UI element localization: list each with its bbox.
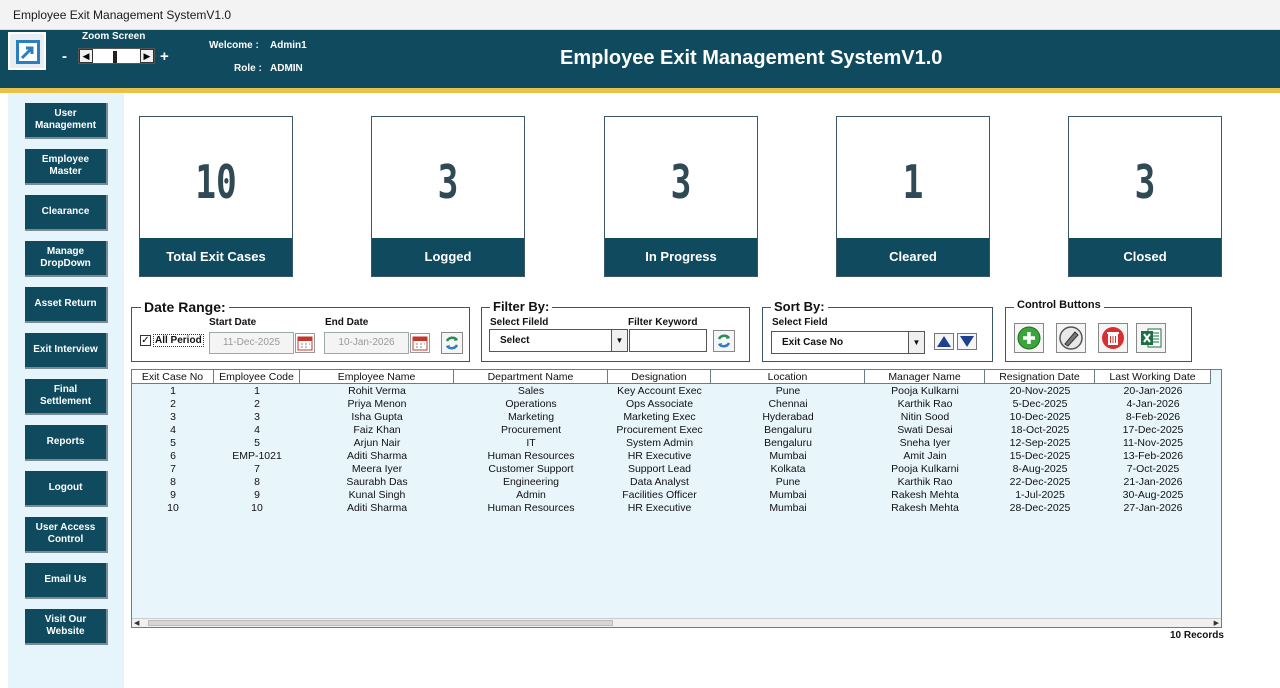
table-cell: Operations [505,398,557,410]
table-cell: Key Account Exec [617,385,702,397]
table-cell: 2 [170,398,176,410]
zoom-left-arrow-icon[interactable]: ◀ [79,49,93,63]
welcome-label: Welcome : [209,40,259,51]
table-row[interactable] [132,385,1211,398]
table-cell: Facilities Officer [622,489,697,501]
table-cell: Customer Support [488,463,574,475]
table-cell: 17-Dec-2025 [1122,424,1184,436]
table-row[interactable] [132,437,1211,450]
zoom-in-button[interactable]: + [160,48,169,65]
table-cell: Human Resources [487,502,575,514]
scroll-left-icon[interactable]: ◀ [134,620,140,627]
zoom-label: Zoom Screen [82,31,146,42]
table-row[interactable] [132,476,1211,489]
table-cell: 5 [254,437,260,449]
table-cell: 10 [251,502,263,514]
zoom-out-button[interactable]: - [62,48,67,65]
column-header[interactable]: Exit Case No [132,370,214,384]
table-row[interactable] [132,398,1211,411]
kpi-value: 3 [437,155,459,209]
table-cell: 4-Jan-2026 [1126,398,1180,410]
table-cell: 20-Nov-2025 [1009,385,1071,397]
role-label: Role : [234,63,262,74]
sidebar-item-exit-interview[interactable]: Exit Interview [25,333,108,369]
zoom-right-arrow-icon[interactable]: ▶ [140,49,154,63]
sidebar-item-asset-return[interactable]: Asset Return [25,287,108,323]
column-header[interactable]: Last Working Date [1095,370,1211,384]
table-cell: 9 [170,489,176,501]
table-cell: 21-Jan-2026 [1123,476,1183,488]
sidebar-item-user-management[interactable]: User Management [25,103,108,139]
table-cell: 22-Dec-2025 [1009,476,1071,488]
app-logo-icon [8,32,46,70]
header-stripe [0,88,1280,93]
export-excel-button[interactable] [1136,323,1166,353]
table-cell: Chennai [768,398,808,410]
delete-button[interactable] [1098,323,1128,353]
table-cell: 5 [170,437,176,449]
sidebar-item-clearance[interactable]: Clearance [25,195,108,231]
table-cell: Amit Jain [903,450,947,462]
filter-keyword-label: Filter Keyword [628,317,698,328]
table-cell: 8 [254,476,260,488]
table-cell: HR Executive [627,502,692,514]
table-cell: Karthik Rao [897,476,953,488]
table-cell: 10 [167,502,179,514]
date-range-title: Date Range: [141,299,229,315]
kpi-value: 10 [195,155,237,209]
table-cell: 4 [254,424,260,436]
table-cell: 5-Dec-2025 [1012,398,1068,410]
table-cell: Mumbai [769,489,807,501]
table-cell: Procurement [500,424,562,436]
sidebar-item-user-access-control[interactable]: User Access Control [25,517,108,553]
table-cell: Bengaluru [764,424,812,436]
control-buttons-title: Control Buttons [1014,299,1104,311]
sort-title: Sort By: [771,299,828,314]
filter-field-value: Select [500,335,530,346]
table-cell: 18-Oct-2025 [1010,424,1070,436]
table-cell: Karthik Rao [897,398,953,410]
sidebar-item-manage-dropdown[interactable]: Manage DropDown [25,241,108,277]
table-row[interactable] [132,463,1211,476]
window-title-bar [0,0,1280,30]
table-cell: Aditi Sharma [346,450,408,462]
table-cell: 1 [254,385,260,397]
sidebar-item-reports[interactable]: Reports [25,425,108,461]
table-cell: Procurement Exec [616,424,703,436]
sidebar-item-employee-master[interactable]: Employee Master [25,149,108,185]
table-cell: 20-Jan-2026 [1123,385,1183,397]
table-cell: System Admin [625,437,694,449]
start-date-field[interactable]: 11-Dec-2025 [209,332,294,354]
table-cell: Faiz Khan [353,424,401,436]
column-header[interactable]: Manager Name [865,370,985,384]
end-calendar-icon[interactable] [410,333,430,353]
horizontal-scrollbar[interactable] [132,618,1221,627]
kpi-value: 3 [1134,155,1156,209]
welcome-user: Admin1 [270,40,307,51]
table-cell: EMP-1021 [232,450,282,462]
table-cell: Bengaluru [764,437,812,449]
table-cell: 8-Feb-2026 [1125,411,1181,423]
table-cell: 1 [170,385,176,397]
table-cell: Swati Desai [897,424,953,436]
table-row[interactable] [132,489,1211,502]
role-value: ADMIN [270,63,303,74]
end-date-field[interactable]: 10-Jan-2026 [324,332,409,354]
table-cell: Sneha Iyer [899,437,951,449]
add-icon [1015,324,1043,352]
table-cell: Rakesh Mehta [891,489,959,501]
table-cell: Pune [775,385,801,397]
sidebar-item-logout[interactable]: Logout [25,471,108,507]
table-cell: Pooja Kulkarni [891,385,959,397]
table-cell: 15-Dec-2025 [1009,450,1071,462]
delete-icon [1099,324,1127,352]
chevron-down-icon[interactable]: ▼ [611,330,627,351]
kpi-card-in-progress [604,116,758,277]
table-row[interactable] [132,424,1211,437]
table-cell: 11-Nov-2025 [1123,437,1183,449]
table-row[interactable] [132,450,1211,463]
column-header[interactable]: Employee Name [300,370,454,384]
column-header[interactable]: Department Name [454,370,608,384]
table-cell: Rohit Verma [348,385,406,397]
sidebar-item-final-settlement[interactable]: Final Settlement [25,379,108,415]
kpi-card-closed [1068,116,1222,277]
sort-field-label: Select Field [772,317,828,328]
column-header[interactable]: Employee Code [214,370,300,384]
table-cell: 1-Jul-2025 [1015,489,1065,501]
table-cell: Priya Menon [347,398,407,410]
table-cell: IT [526,437,536,449]
start-date-label: Start Date [209,317,257,328]
table-cell: Nitin Sood [900,411,950,423]
date-refresh-button[interactable] [441,332,463,354]
table-cell: 6 [170,450,176,462]
start-calendar-icon[interactable] [295,333,315,353]
table-cell: 13-Feb-2026 [1122,450,1184,462]
filter-field-dropdown[interactable] [489,329,628,352]
table-cell: Meera Iyer [351,463,403,475]
table-cell: 7-Oct-2025 [1126,463,1180,475]
filter-keyword-input[interactable] [629,329,707,352]
table-cell: 27-Jan-2026 [1123,502,1183,514]
filter-field-label: Select Fileld [490,317,549,328]
table-cell: 3 [170,411,176,423]
scrollbar-thumb[interactable] [148,620,613,626]
table-cell: Pune [775,476,801,488]
kpi-card-cleared [836,116,990,277]
sidebar-item-visit-website[interactable]: Visit Our Website [25,609,108,645]
column-header[interactable]: Location [711,370,865,384]
table-row[interactable] [132,411,1211,424]
kpi-label: Total Exit Cases [140,238,292,276]
table-cell: 8 [170,476,176,488]
kpi-card-logged [371,116,525,277]
kpi-label: Cleared [837,238,989,276]
table-header [132,370,1211,384]
table-cell: Pooja Kulkarni [891,463,959,475]
table-cell: Hyderabad [762,411,814,423]
kpi-value: 1 [902,155,924,209]
table-cell: 7 [254,463,260,475]
table-cell: 28-Dec-2025 [1009,502,1071,514]
table-cell: Ops Associate [625,398,694,410]
table-cell: Mumbai [769,502,807,514]
sort-field-value: Exit Case No [782,337,844,348]
table-cell: 2 [254,398,260,410]
table-cell: Marketing Exec [623,411,696,423]
column-header[interactable]: Resignation Date [985,370,1095,384]
table-cell: 30-Aug-2025 [1122,489,1184,501]
table-row[interactable] [132,502,1211,515]
table-cell: Human Resources [487,450,575,462]
sidebar-item-email-us[interactable]: Email Us [25,563,108,599]
kpi-label: In Progress [605,238,757,276]
table-cell: Saurabh Das [346,476,408,488]
add-button[interactable] [1014,323,1044,353]
table-cell: Support Lead [627,463,692,475]
zoom-slider[interactable] [78,48,155,64]
sort-field-dropdown[interactable] [771,331,925,354]
exit-cases-table[interactable] [131,369,1222,628]
filter-refresh-button[interactable] [713,330,735,352]
table-cell: 10-Dec-2025 [1009,411,1071,423]
table-cell: HR Executive [627,450,692,462]
all-period-label[interactable]: All Period [155,335,202,346]
table-cell: Mumbai [769,450,807,462]
table-cell: 8-Aug-2025 [1012,463,1068,475]
sort-ascending-button[interactable] [934,333,954,350]
kpi-value: 3 [670,155,692,209]
table-cell: Rakesh Mehta [891,502,959,514]
excel-icon [1137,324,1165,352]
record-count: 10 Records [1170,630,1224,641]
table-cell: Admin [516,489,546,501]
scroll-right-icon[interactable]: ▶ [1213,620,1219,627]
kpi-label: Closed [1069,238,1221,276]
table-cell: 3 [254,411,260,423]
table-cell: 9 [254,489,260,501]
all-period-checkbox[interactable]: ✓ [141,335,150,346]
table-cell: Kunal Singh [348,489,406,501]
chevron-down-icon[interactable]: ▼ [908,332,924,353]
table-cell: Engineering [502,476,560,488]
table-cell: 4 [170,424,176,436]
kpi-label: Logged [372,238,524,276]
edit-icon [1057,324,1085,352]
table-cell: Kolkata [770,463,806,475]
window-title: Employee Exit Management SystemV1.0 [13,8,232,22]
table-cell: 7 [170,463,176,475]
table-cell: Aditi Sharma [346,502,408,514]
edit-button[interactable] [1056,323,1086,353]
sort-descending-button[interactable] [957,333,977,350]
table-cell: Arjun Nair [353,437,401,449]
table-cell: 12-Sep-2025 [1009,437,1071,449]
end-date-label: End Date [325,317,369,328]
table-cell: Sales [517,385,545,397]
table-cell: Data Analyst [630,476,689,488]
filter-title: Filter By: [490,299,552,314]
table-cell: Isha Gupta [351,411,403,423]
app-title: Employee Exit Management SystemV1.0 [560,47,943,69]
column-header[interactable]: Designation [608,370,711,384]
zoom-slider-thumb[interactable] [113,51,117,63]
kpi-card-total [139,116,293,277]
table-cell: Marketing [507,411,555,423]
